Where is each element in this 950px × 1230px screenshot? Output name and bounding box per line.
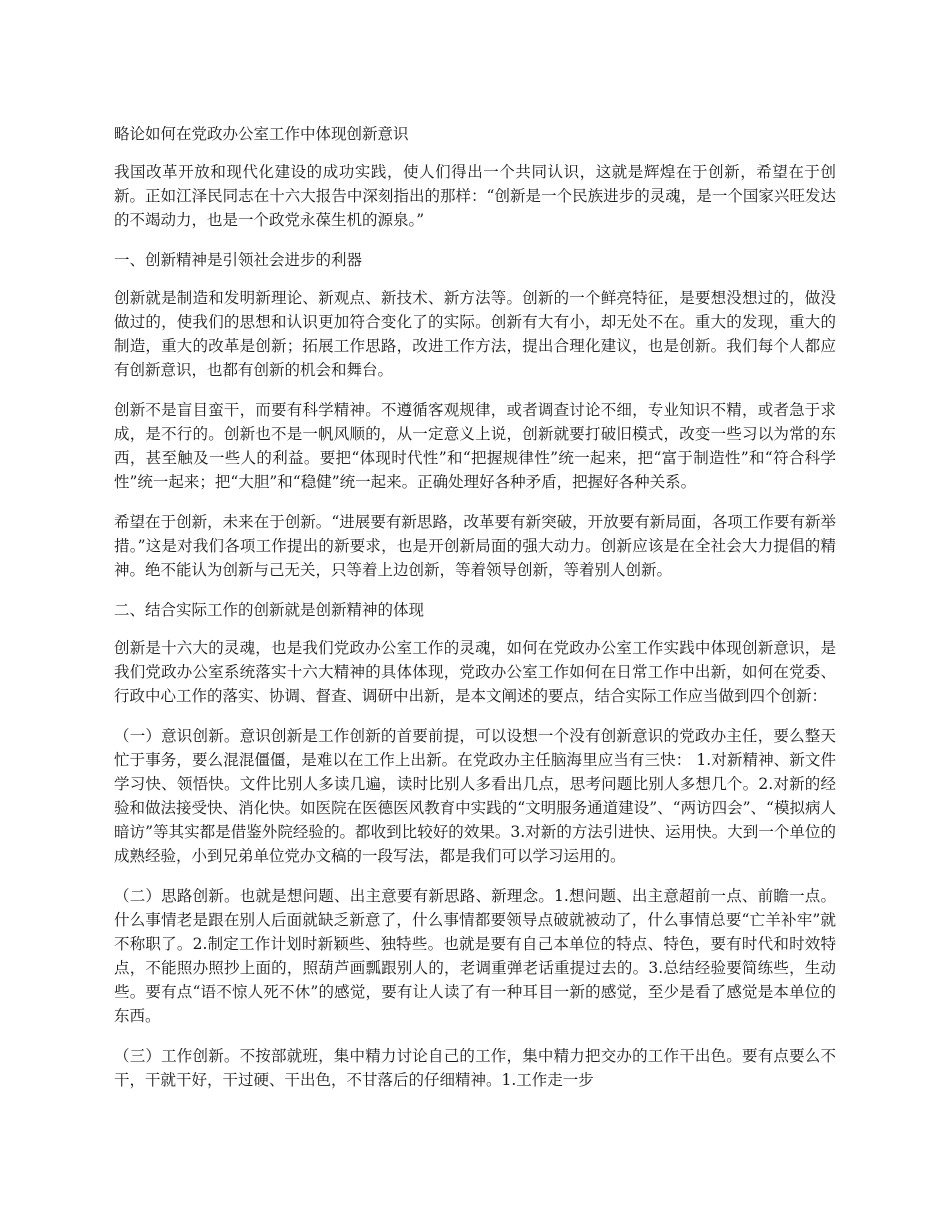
paragraph: 希望在于创新，未来在于创新。“进展要有新思路，改革要有新突破，开放要有新局面，各项工作要有新举措。”这是对我们各项工作提出的新要求，也是开创新局面的强大动力。创新应该是在全社会大力提倡的精神。绝不能认为创新与己无关，只等着上边创新，等着领导创新，等着别人创新。	[114, 513, 836, 579]
paragraph: 创新不是盲目蛮干，而要有科学精神。不遵循客观规律，或者调查讨论不细，专业知识不精，或者急于求成，是不行的。创新也不是一帆风顺的，从一定意义上说，创新就要打破旧模式，改变一些习以为常的东西，甚至触及一些人的利益。要把“体现时代性”和“把握规律性”统一起来，把“富于制造性”和“符合科学性”统一起来；把“大胆”和“稳健”统一起来。正确处理好各种矛盾，把握好各种关系。	[114, 401, 836, 491]
paragraph: （一）意识创新。意识创新是工作创新的首要前提，可以设想一个没有创新意识的党政办主任，要么整天忙于事务，要么混混僵僵，是难以在工作上出新。在党政办主任脑海里应当有三快： 1.对新精神、新文件学习快、领悟快。文件比别人多读几遍，读时比别人多看出几点，思考问题比别人多想几个。2.对新的经验和做法接受快、消化快。如医院在医德医风教育中实践的“文明服务通道建设”、“两访四会”、“模拟病人暗访”等其实都是借鉴外院经验的。都收到比较好的效果。3.对新的方法引进快、运用快。大到一个单位的成熟经验，小到兄弟单位党办文稿的一段写法，都是我们可以学习运用的。	[114, 727, 836, 865]
document-title: 略论如何在党政办公室工作中体现创新意识	[114, 125, 409, 143]
section-heading-2: 二、结合实际工作的创新就是创新精神的体现	[114, 601, 425, 619]
paragraph: （三）工作创新。不按部就班，集中精力讨论自己的工作，集中精力把交办的工作干出色。要有点要么不干，干就干好，干过硬、干出色，不甘落后的仔细精神。1.工作走一步	[114, 1047, 836, 1089]
paragraph-intro: 我国改革开放和现代化建设的成功实践，使人们得出一个共同认识，这就是辉煌在于创新，希望在于创新。正如江泽民同志在十六大报告中深刻指出的那样：“创新是一个民族进步的灵魂，是一个国家兴旺发达的不竭动力，也是一个政党永葆生机的源泉。”	[114, 163, 836, 229]
section-heading-1: 一、创新精神是引领社会进步的利器	[114, 251, 363, 269]
paragraph: （二）思路创新。也就是想问题、出主意要有新思路、新理念。1.想问题、出主意超前一点、前瞻一点。什么事情老是跟在别人后面就缺乏新意了，什么事情都要领导点破就被动了，什么事情总要“亡羊补牢”就不称职了。2.制定工作计划时新颖些、独特些。也就是要有自己本单位的特点、特色，要有时代和时效特点，不能照办照抄上面的，照葫芦画瓢跟别人的，老调重弹老话重提过去的。3.总结经验要简练些，生动些。要有点“语不惊人死不休”的感觉，要有让人读了有一种耳目一新的感觉，至少是看了感觉是本单位的东西。	[114, 887, 836, 1025]
document-page	[114, 122, 836, 1108]
paragraph: 创新是十六大的灵魂，也是我们党政办公室工作的灵魂，如何在党政办公室工作实践中体现创新意识，是我们党政办公室系统落实十六大精神的具体体现，党政办公室工作如何在日常工作中出新，如何在党委、行政中心工作的落实、协调、督查、调研中出新，是本文阐述的要点，结合实际工作应当做到四个创新：	[114, 639, 836, 705]
paragraph: 创新就是制造和发明新理论、新观点、新技术、新方法等。创新的一个鲜亮特征，是要想没想过的，做没做过的，使我们的思想和认识更加符合变化了的实际。创新有大有小，却无处不在。重大的发现，重大的制造，重大的改革是创新；拓展工作思路，改进工作方法，提出合理化建议，也是创新。我们每个人都应有创新意识，也都有创新的机会和舞台。	[114, 289, 836, 379]
